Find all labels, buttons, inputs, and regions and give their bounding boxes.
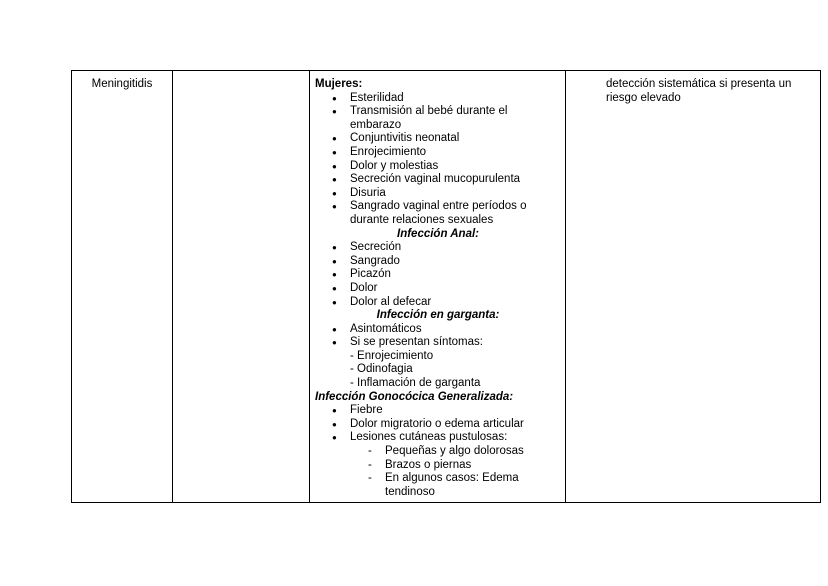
generalized-infection-heading: Infección Gonocócica Generalizada: [315,390,514,403]
screening-cell [566,71,821,503]
throat-infection-heading: Infección en garganta: [376,309,500,322]
list-item: ● Picazón [315,268,561,282]
list-item: ● Transmisión al bebé durante el embarazo [315,105,561,132]
lesion-sub-list [315,445,561,499]
generalized-symptom-list [315,404,561,445]
throat-sub-item: - Enrojecimiento [350,349,434,362]
list-item: ● Dolor al defecar [315,296,561,310]
throat-sub-item: - Inflamación de garganta [350,377,481,390]
table-row [72,71,821,503]
list-item: ● Lesiones cutáneas pustulosas: [315,431,561,445]
disease-cell [72,71,173,503]
list-item: ● Esterilidad [315,92,561,106]
list-item: ● Enrojecimiento [315,146,561,160]
disease-name: Meningitidis [91,78,153,90]
women-symptom-list [315,92,561,228]
screening-text: detección sistemática si presenta un riesgo elevado [606,78,792,104]
women-heading: Mujeres: [315,78,363,90]
list-item: ● Si se presentan síntomas: [315,336,561,350]
list-item: ● Dolor migratorio o edema articular [315,418,561,432]
list-item: ● Secreción [315,241,561,255]
list-item: ● Conjuntivitis neonatal [315,132,561,146]
list-item: ● Dolor y molestias [315,160,561,174]
anal-symptom-list [315,241,561,309]
list-item: ● Secreción vaginal mucopurulenta [315,173,561,187]
list-item: ● Disuria [315,187,561,201]
list-item: ● Asintomáticos [315,323,561,337]
list-item: ● Dolor [315,282,561,296]
list-item: - En algunos casos: Edema tendinoso [315,472,561,499]
symptoms-table [71,70,821,503]
list-item: - Pequeñas y algo dolorosas [315,445,561,459]
throat-symptom-list [315,323,561,350]
list-item: ● Sangrado [315,255,561,269]
list-item: ● Sangrado vaginal entre períodos o durante relaciones sexuales [315,200,561,227]
empty-cell [173,71,310,503]
symptoms-cell [310,71,566,503]
list-item: ● Fiebre [315,404,561,418]
list-item: - Brazos o piernas [315,459,561,473]
throat-sub-item: - Odinofagia [350,363,413,376]
anal-infection-heading: Infección Anal: [397,227,479,240]
